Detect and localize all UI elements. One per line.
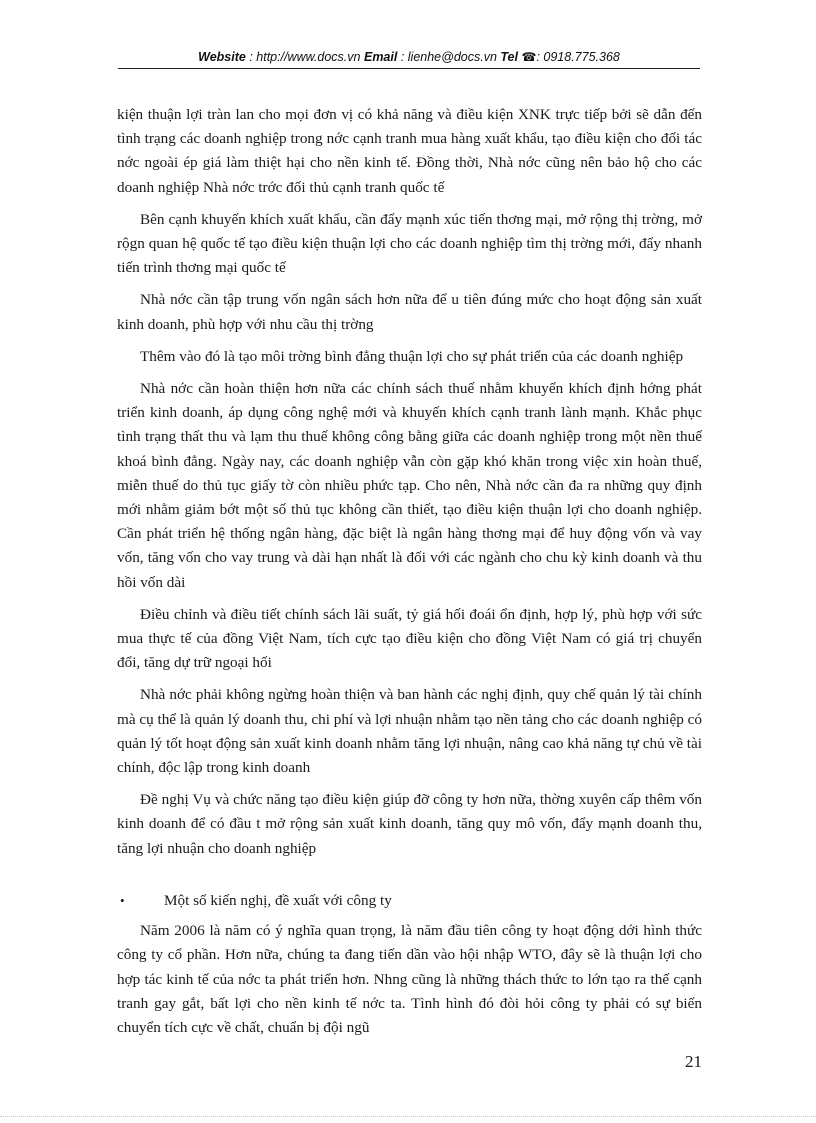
page-bottom-divider	[0, 1116, 816, 1117]
section-heading	[117, 889, 702, 913]
paragraph: Nhà nớc phải không ngừng hoàn thiện và ban hành các nghị định, quy chế quản lý tài chính mà cụ thể là quản lý doanh thu, chi phí và lợi nhuận nhằm tạo nền tảng cho các doanh nghiệp có quản lý tốt hoạt động sản xuất kinh doanh nhằm tăng lợi nhuận, nâng cao khả năng tự chủ về tài chính, độc lập trong kinh doanh	[117, 686, 702, 777]
email-value: : lienhe@docs.vn	[400, 50, 497, 64]
paragraph: Năm 2006 là năm có ý nghĩa quan trọng, là năm đầu tiên công ty hoạt động dới hình thức công ty cổ phần. Hơn nữa, chúng ta đang tiến dần vào hội nhập WTO, đây sẽ là thuận lợi cho hợp tác kinh tế của nớc ta phát triển hơn. Nhng cũng là những thách thức to lớn tạo ra thế cạnh tranh gay gắt, bất lợi cho nền kinh tế nớc ta. Tình hình đó đòi hỏi công ty phải có sự biến chuyển tích cực về chất, chuẩn bị đội ngũ	[117, 922, 702, 1036]
tel-label: Tel	[500, 50, 518, 64]
bullet-icon: •	[120, 892, 125, 908]
section-heading-text: Một số kiến nghị, đề xuất với công ty	[164, 891, 392, 909]
paragraph: Điều chỉnh và điều tiết chính sách lãi suất, tỷ giá hối đoái ổn định, hợp lý, phù hợp với sức mua thực tế của đồng Việt Nam, tích cực tạo điều kiện cho đồng Việt Nam có giá trị chuyển đổi, tăng dự trữ ngoại hối	[117, 605, 702, 672]
paragraph: Thêm vào đó là tạo môi trờng bình đẳng thuận lợi cho sự phát triển của các doanh nghiệp	[140, 347, 684, 365]
website-label: Website	[198, 50, 246, 64]
website-value: : http://www.docs.vn	[249, 50, 361, 64]
document-body	[117, 103, 702, 1048]
tel-value: : 0918.775.368	[536, 50, 620, 64]
paragraph: Bên cạnh khuyến khích xuất khẩu, cần đẩy mạnh xúc tiến thơng mại, mở rộng thị trờng, mở rộgn quan hệ quốc tế tạo điều kiện thuận lợi cho các doanh nghiệp tìm thị trờng mới, đẩy nhanh tiến trình thơng mại quốc tế	[117, 210, 702, 277]
page-header	[118, 50, 700, 69]
email-label: Email	[363, 50, 398, 64]
telephone-icon: ☎	[521, 50, 537, 64]
paragraph: Nhà nớc cần tập trung vốn ngân sách hơn nữa để u tiên đúng mức cho hoạt động sản xuất kinh doanh, phù hợp với nhu cầu thị trờng	[117, 291, 702, 333]
page-number: 21	[685, 1052, 702, 1071]
paragraph: Nhà nớc cần hoàn thiện hơn nữa các chính sách thuế nhằm khuyến khích định hớng phát triển kinh doanh, áp dụng công nghệ mới và khuyến khích cạnh tranh lành mạnh. Khắc phục tình trạng thất thu và lạm thu thuế không công bằng giữa các doanh nghiệp trong một nền thuế khoá bình đẳng. Ngày nay, các doanh nghiệp vẫn còn gặp khó khăn trong việc xin hoàn thuế, miễn thuế do thủ tục giấy tờ còn nhiều phức tạp. Cho nên, Nhà nớc cần đa ra những quy định mới nhằm giảm bớt một số thủ tục không cần thiết, tạo điều kiện thuận lợi cho doanh nghiệp. Cần phát triển hệ thống ngân hàng, đặc biệt là ngân hàng thơng mại để huy động vốn và vay vốn, tăng vốn cho vay trung và dài hạn nhất là đối với các ngành cho chu kỳ kinh doanh và thu hồi vốn dài	[117, 380, 702, 591]
paragraph: kiện thuận lợi tràn lan cho mọi đơn vị có khả năng và điều kiện XNK trực tiếp bởi sẽ dẫn đến tình trạng các doanh nghiệp trong nớc cạnh tranh mua hàng xuất khẩu, tạo điều kiện cho đối tác nớc ngoài ép giá làm thiệt hại cho nền kinh tế. Đồng thời, Nhà nớc cũng nên bảo hộ cho các doanh nghiệp Nhà nớc trớc đối thủ cạnh tranh quốc tế	[117, 106, 702, 196]
paragraph: Đề nghị Vụ và chức năng tạo điều kiện giúp đỡ công ty hơn nữa, thờng xuyên cấp thêm vốn kinh doanh để có đầu t mở rộng sản xuất kinh doanh, tăng quy mô vốn, đẩy mạnh doanh thu, tăng lợi nhuận cho doanh nghiệp	[117, 791, 702, 857]
